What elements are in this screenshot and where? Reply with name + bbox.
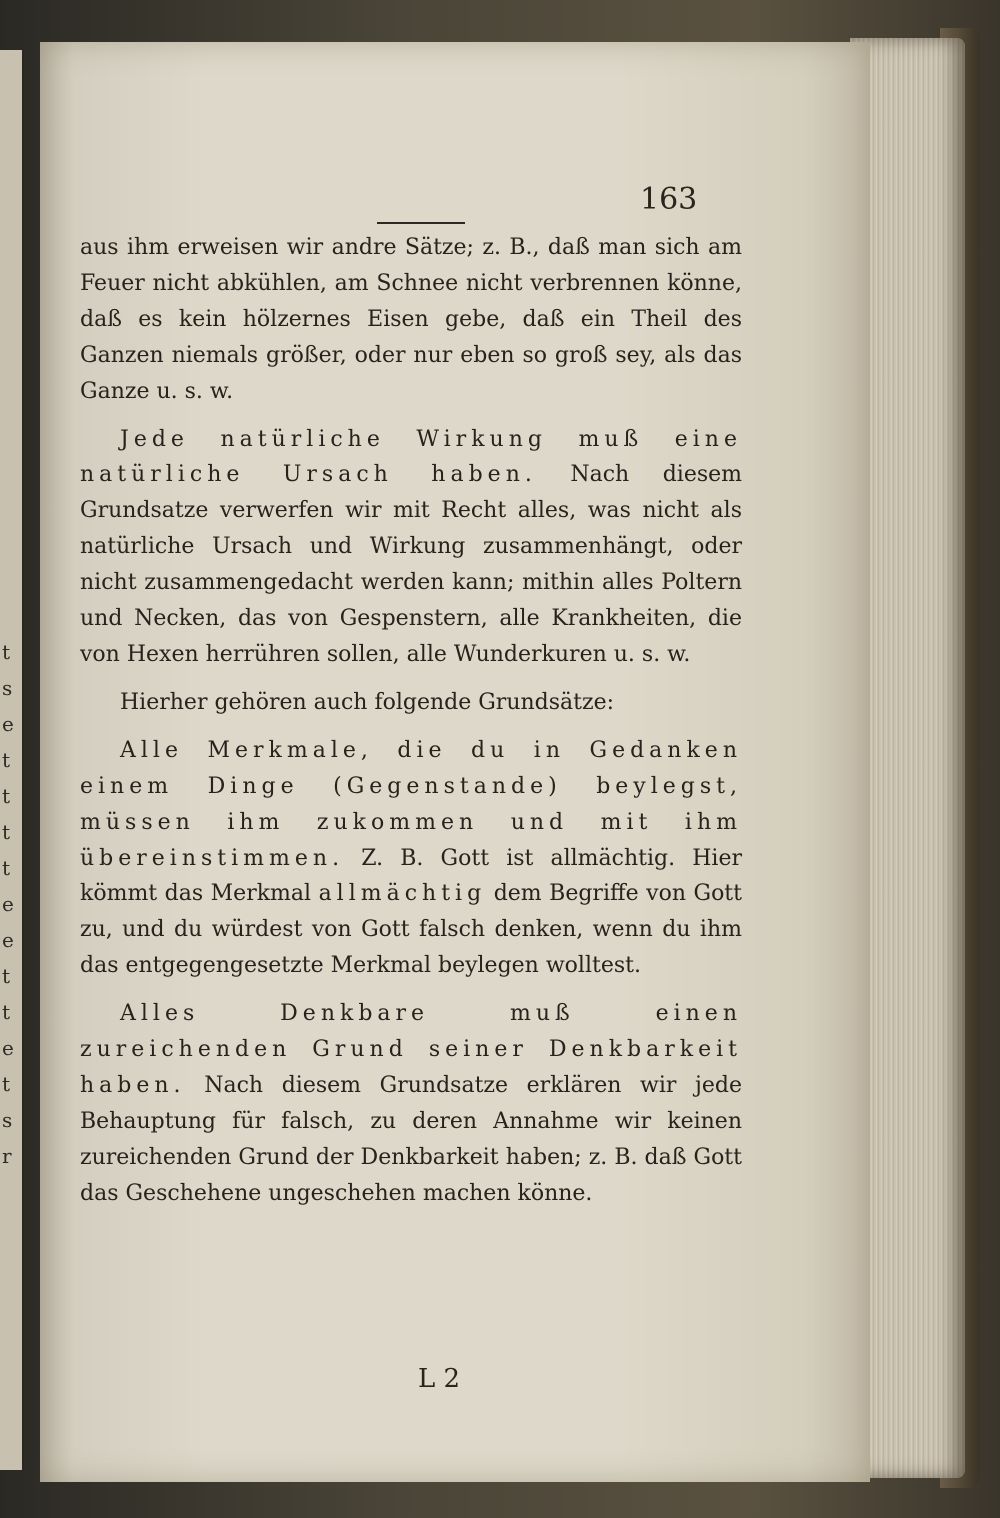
spaced-emphasis: Alles Denkbare muß einen zureichenden Grund seiner Denkbarkeit haben. <box>80 1001 742 1098</box>
page-header <box>40 42 870 242</box>
body-text <box>80 230 742 1212</box>
left-page-edge-letters <box>0 50 22 1470</box>
left-edge-letter: t <box>2 820 11 844</box>
text-run: dem Begriffe von Gott zu, und du würdest von Gott falsch denken, wenn du ihm das entgegengesetzte Merkmal beylegen wolltest. <box>80 881 742 979</box>
paragraph <box>80 733 742 984</box>
left-edge-letter: e <box>2 892 14 916</box>
left-edge-letter: t <box>2 784 11 808</box>
left-edge-letter: t <box>2 856 11 880</box>
text-run: Nach diesem Grundsatze erklären wir jede Behauptung für falsch, zu deren Annahme wir keinen zureichenden Grund der Denkbarkeit haben; z. B. daß Gott das Geschehene ungeschehen machen könne. <box>80 1072 742 1206</box>
text-run: Hierher gehören auch folgende Grundsätze: <box>120 689 615 715</box>
left-edge-letter: t <box>2 640 11 664</box>
spaced-emphasis: Jede natürliche Wirkung muß eine natürliche Ursach haben. <box>80 426 742 488</box>
paragraph <box>80 996 742 1211</box>
signature-mark: L 2 <box>418 1364 461 1394</box>
left-edge-letter: e <box>2 712 14 736</box>
paragraph <box>80 422 742 673</box>
left-edge-letter: e <box>2 928 14 952</box>
left-edge-letter: t <box>2 1072 11 1096</box>
left-edge-letter: s <box>2 1108 13 1132</box>
text-run: Z. B. Gott ist allmächtig. Hier kömmt das Merkmal <box>80 845 742 907</box>
text-run: aus ihm erweisen wir andre Sätze; z. B., daß man sich am Feuer nicht abkühlen, am Schnee nicht verbrennen könne, daß es kein hölzernes Eisen gebe, daß ein Theil des Ganzen niemals größer, oder nur eben so groß sey, als das Ganze u. s. w. <box>80 235 742 404</box>
spaced-emphasis: Alle Merkmale, die du in Gedanken einem Dinge (Gegenstande) beylegst, müssen ihm zukommen und mit ihm übereinstimmen. <box>80 737 742 871</box>
left-edge-letter: t <box>2 964 11 988</box>
left-edge-letter: t <box>2 748 11 772</box>
left-edge-letter: s <box>2 676 13 700</box>
page-number: 163 <box>640 182 698 217</box>
paragraph <box>80 685 742 721</box>
left-edge-letter: t <box>2 1000 11 1024</box>
left-edge-letter: e <box>2 1036 14 1060</box>
text-run: Nach diesem Grundsatze verwerfen wir mit Recht alles, was nicht als natürliche Ursach und Wirkung zusammenhängt, oder nicht zusammengedacht werden kann; mithin alles Poltern und Necken, das von Gespenstern, alle Krankheiten, die von Hexen herrühren sollen, alle Wunderkuren u. s. w. <box>80 462 743 667</box>
left-page-edge <box>0 50 24 1470</box>
header-rule <box>377 222 465 224</box>
book-page <box>40 42 870 1482</box>
paragraph <box>80 230 742 410</box>
spaced-emphasis: allmächtig <box>318 881 487 907</box>
left-edge-letter: r <box>2 1144 12 1168</box>
